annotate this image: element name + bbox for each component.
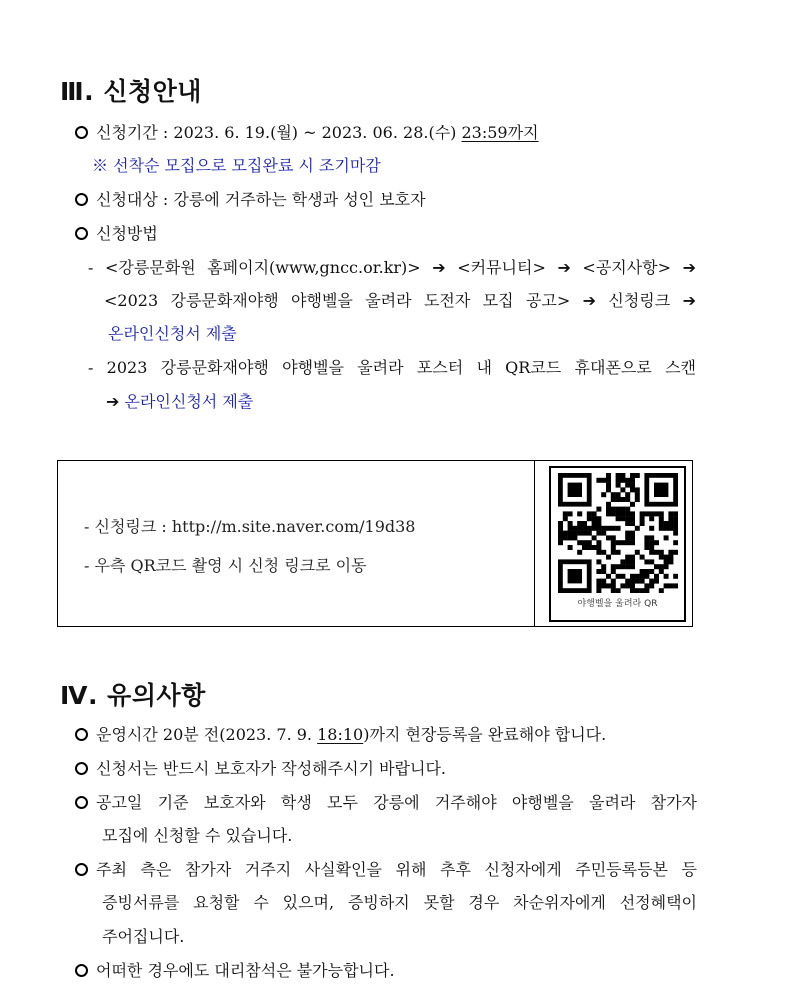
caution-item-3-line1 <box>75 792 697 814</box>
early-close-note: ※ 선착순 모집으로 모집완료 시 조기마감 <box>92 156 381 175</box>
caution-4-text-1: 주최 측은 참가자 거주지 사실확인을 위해 추후 신청자에게 주민등록등본 등 <box>96 860 697 879</box>
caution-1-time: 18:10 <box>317 725 364 744</box>
section-4-title: Ⅳ. 유의사항 <box>60 681 206 710</box>
qr-finder-pattern <box>647 475 676 504</box>
apply-link-text[interactable]: - 신청링크 : http://m.site.naver.com/19d38 <box>84 517 416 536</box>
circle-bullet-icon <box>75 728 88 741</box>
apply-deadline: 23:59까지 <box>461 123 539 142</box>
circle-bullet-icon <box>75 964 88 977</box>
apply-target-text: 신청대상 : 강릉에 거주하는 학생과 성인 보호자 <box>96 190 426 209</box>
caution-item-4-line3: 주어집니다. <box>102 927 185 946</box>
qr-note-text: - 우측 QR코드 촬영 시 신청 링크로 이동 <box>84 556 367 575</box>
caution-3-text-1: 공고일 기준 보호자와 학생 모두 강릉에 거주해야 야행벨을 울려라 참가자 <box>96 793 697 812</box>
circle-bullet-icon <box>75 193 88 206</box>
caution-item-3-line2: 모집에 신청할 수 있습니다. <box>102 826 293 845</box>
caution-item-4-line2: 증빙서류를 요청할 수 있으며, 증빙하지 못할 경우 차순위자에게 선정혜택이 <box>102 893 697 912</box>
method1-line2 <box>104 290 696 312</box>
caution-item-1 <box>75 724 606 746</box>
caution-2-text: 신청서는 반드시 보호자가 작성해주시기 바랍니다. <box>96 759 447 778</box>
method1-line1 <box>88 257 696 279</box>
circle-bullet-icon <box>75 126 88 139</box>
circle-bullet-icon <box>75 863 88 876</box>
caution-5-text: 어떠한 경우에도 대리참석은 불가능합니다. <box>96 961 395 980</box>
arrow-right-icon: ➔ <box>106 392 120 411</box>
apply-method-title: 신청방법 <box>96 224 158 243</box>
caution-item-5 <box>75 960 395 982</box>
apply-target <box>75 189 426 211</box>
method2-line1: - 2023 강릉문화재야행 야행벨을 울려라 포스터 내 QR코드 휴대폰으로 스캔 <box>88 358 696 377</box>
arrow-right-icon: ➔ <box>682 291 696 310</box>
section-3-title: Ⅲ. 신청안내 <box>60 77 202 106</box>
apply-period-label: 신청기간 : 2023. 6. 19.(월) ~ 2023. 06. 28.(수) <box>96 123 462 142</box>
caution-item-2 <box>75 758 446 780</box>
arrow-right-icon: ➔ <box>682 258 697 277</box>
qr-info-box <box>57 460 693 627</box>
submit-online-form: 온라인신청서 제출 <box>124 392 254 411</box>
circle-bullet-icon <box>75 227 88 240</box>
caution-1-text-b: )까지 현장등록을 완료해야 합니다. <box>363 725 607 744</box>
apply-method <box>75 223 158 245</box>
community-step: <커뮤니티> <box>457 258 546 277</box>
caution-item-4-line1 <box>75 859 697 881</box>
arrow-right-icon: ➔ <box>432 258 446 277</box>
qr-finder-pattern <box>560 562 589 591</box>
homepage-step: - <강릉문화원 홈페이지(www,gncc.or.kr)> <box>88 258 421 277</box>
caution-1-text-a: 운영시간 20분 전(2023. 7. 9. <box>96 725 318 744</box>
qr-code-image[interactable] <box>558 473 678 593</box>
notice-step: <공지사항> <box>582 258 672 277</box>
qr-caption: 야행벨을 울려라 QR <box>577 599 658 609</box>
box-divider <box>534 461 535 626</box>
notice-title-step: <2023 강릉문화재야행 야행벨을 울려라 도전자 모집 공고> <box>104 291 571 310</box>
method2-line2 <box>106 391 253 413</box>
method1-line3: 온라인신청서 제출 <box>108 324 237 343</box>
arrow-right-icon: ➔ <box>557 258 571 277</box>
circle-bullet-icon <box>75 762 88 775</box>
qr-finder-pattern <box>560 475 589 504</box>
apply-link-step: 신청링크 <box>608 291 671 310</box>
qr-code-panel[interactable] <box>549 466 686 622</box>
apply-period <box>75 122 539 144</box>
arrow-right-icon: ➔ <box>582 291 597 310</box>
circle-bullet-icon <box>75 796 88 809</box>
